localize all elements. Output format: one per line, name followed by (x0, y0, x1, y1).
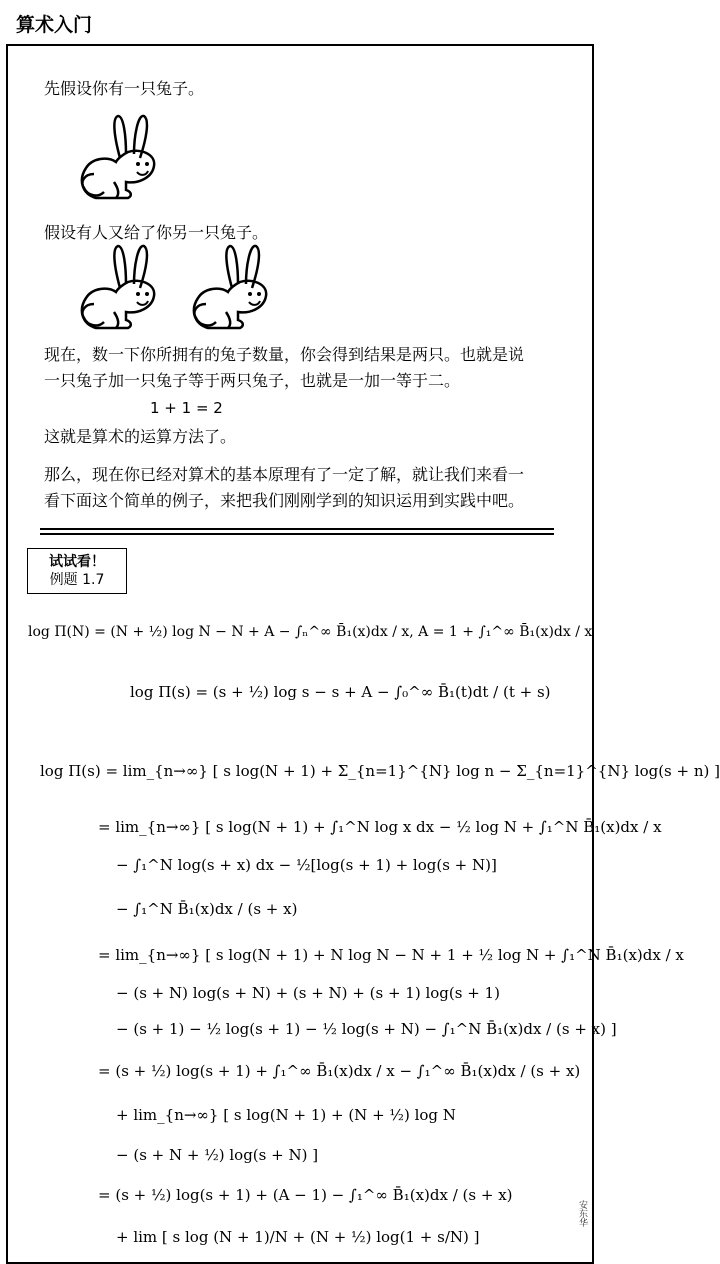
example-box (27, 548, 127, 594)
derivation-line-1: log Π(s) = lim_{n→∞} [ s log(N + 1) + Σ_{n=1}^{N} log n − Σ_{n=1}^{N} log(s + n) ] (40, 762, 720, 780)
page-title: 算术入门 (16, 14, 93, 36)
paragraph-now-line2: 看下面这个简单的例子，来把我们刚刚学到的知识运用到实践中吧。 (44, 491, 525, 510)
example-label: 例题 1.7 (49, 572, 105, 588)
rabbit-illustration (186, 242, 272, 334)
paragraph-count-line1: 现在，数一下你所拥有的兔子数量，你会得到结果是两只。也就是说 (44, 345, 525, 364)
divider-bottom (40, 533, 554, 535)
derivation-line-8: = (s + ½) log(s + 1) + ∫₁^∞ B̄₁(x)dx / x − ∫₁^∞ B̄₁(x)dx / (s + x) (98, 1062, 581, 1080)
paragraph-one-rabbit: 先假设你有一只兔子。 (44, 79, 205, 98)
formula-log-pi-s: log Π(s) = (s + ½) log s − s + A − ∫₀^∞ B̄₁(t)dt / (t + s) (130, 683, 551, 701)
derivation-line-5: = lim_{n→∞} [ s log(N + 1) + N log N − N + 1 + ½ log N + ∫₁^N B̄₁(x)dx / x (98, 946, 684, 964)
derivation-line-10: − (s + N + ½) log(s + N) ] (116, 1146, 319, 1164)
derivation-line-4: − ∫₁^N B̄₁(x)dx / (s + x) (116, 900, 298, 918)
derivation-line-11: = (s + ½) log(s + 1) + (A − 1) − ∫₁^∞ B̄₁(x)dx / (s + x) (98, 1186, 513, 1204)
rabbit-illustration (74, 112, 160, 204)
paragraph-another-rabbit: 假设有人又给了你另一只兔子。 (44, 223, 269, 242)
paragraph-count-line2: 一只兔子加一只兔子等于两只兔子，也就是一加一等于二。 (44, 371, 461, 390)
signature: 安东华 (577, 1200, 587, 1227)
derivation-line-9: + lim_{n→∞} [ s log(N + 1) + (N + ½) log N (116, 1106, 456, 1124)
paragraph-now-line1: 那么，现在你已经对算术的基本原理有了一定了解，就让我们来看一 (44, 465, 525, 484)
derivation-line-3: − ∫₁^N log(s + x) dx − ½[log(s + 1) + log(s + N)] (116, 856, 497, 874)
formula-log-pi-N: log Π(N) = (N + ½) log N − N + A − ∫ₙ^∞ B̄₁(x)dx / x, A = 1 + ∫₁^∞ B̄₁(x)dx / x (28, 624, 593, 640)
example-heading: 试试看！ (49, 554, 105, 570)
divider-top (40, 528, 554, 530)
derivation-line-7: − (s + 1) − ½ log(s + 1) − ½ log(s + N) − ∫₁^N B̄₁(x)dx / (s + x) ] (116, 1020, 617, 1038)
rabbit-illustration (74, 242, 160, 334)
paragraph-arithmetic: 这就是算术的运算方法了。 (44, 427, 237, 446)
derivation-line-6: − (s + N) log(s + N) + (s + N) + (s + 1) log(s + 1) (116, 984, 500, 1002)
derivation-line-2: = lim_{n→∞} [ s log(N + 1) + ∫₁^N log x dx − ½ log N + ∫₁^N B̄₁(x)dx / x (98, 818, 662, 836)
derivation-line-12: + lim [ s log (N + 1)/N + (N + ½) log(1 + s/N) ] (116, 1228, 480, 1246)
equation-one-plus-one: 1 + 1 = 2 (150, 399, 223, 417)
